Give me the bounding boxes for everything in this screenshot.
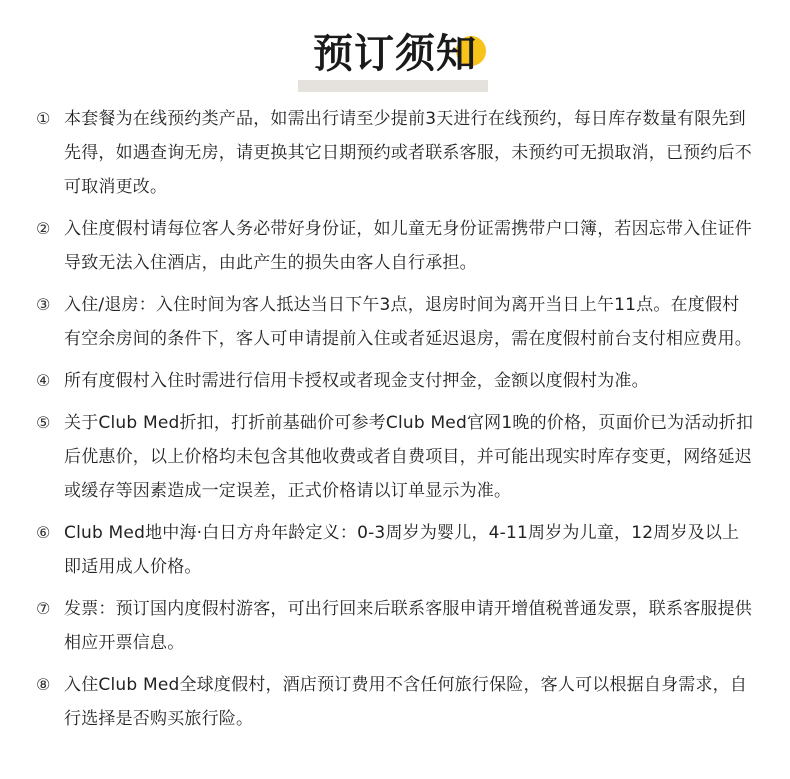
item-text: 所有度假村入住时需进行信用卡授权或者现金支付押金，金额以度假村为准。	[64, 371, 649, 391]
item-number: ④	[36, 371, 51, 390]
item-number: ①	[36, 109, 51, 128]
list-item	[36, 668, 754, 736]
item-number: ③	[36, 295, 51, 314]
item-text: 关于Club Med折扣，打折前基础价可参考Club Med官网1晚的价格，页面价已为活动折扣后优惠价，以上价格均未包含其他收费或者自费项目，并可能出现实时库存变更，网络延迟或缓存等因素造成一定误差，正式价格请以订单显示为准。	[64, 413, 754, 501]
list-item	[36, 212, 754, 280]
item-text: 发票：预订国内度假村游客，可出行回来后联系客服申请开增值税普通发票，联系客服提供相应开票信息。	[64, 599, 752, 653]
notice-list	[36, 102, 754, 744]
item-text: Club Med地中海·白日方舟年龄定义：0-3周岁为婴儿，4-11周岁为儿童，12周岁及以上即适用成人价格。	[64, 523, 740, 577]
item-number: ⑥	[36, 523, 51, 542]
item-text: 入住度假村请每位客人务必带好身份证，如儿童无身份证需携带户口簿，若因忘带入住证件导致无法入住酒店，由此产生的损失由客人自行承担。	[64, 219, 752, 273]
list-item	[36, 288, 754, 356]
item-text: 入住/退房：入住时间为客人抵达当日下午3点，退房时间为离开当日上午11点。在度假村有空余房间的条件下，客人可申请提前入住或者延迟退房，需在度假村前台支付相应费用。	[64, 295, 752, 349]
list-item	[36, 364, 754, 398]
item-text: 本套餐为在线预约类产品，如需出行请至少提前3天进行在线预约，每日库存数量有限先到先得，如遇查询无房，请更换其它日期预约或者联系客服，未预约可无损取消，已预约后不可取消更改。	[64, 109, 752, 197]
item-number: ⑧	[36, 675, 51, 694]
list-item	[36, 592, 754, 660]
header	[0, 14, 790, 84]
item-number: ⑤	[36, 413, 51, 432]
item-text: 入住Club Med全球度假村，酒店预订费用不含任何旅行保险，客人可以根据自身需求，自行选择是否购买旅行险。	[64, 675, 748, 729]
item-number: ⑦	[36, 599, 51, 618]
list-item	[36, 516, 754, 584]
page-title: 预订须知	[313, 31, 477, 77]
item-number: ②	[36, 219, 51, 238]
list-item	[36, 102, 754, 204]
list-item	[36, 406, 754, 508]
